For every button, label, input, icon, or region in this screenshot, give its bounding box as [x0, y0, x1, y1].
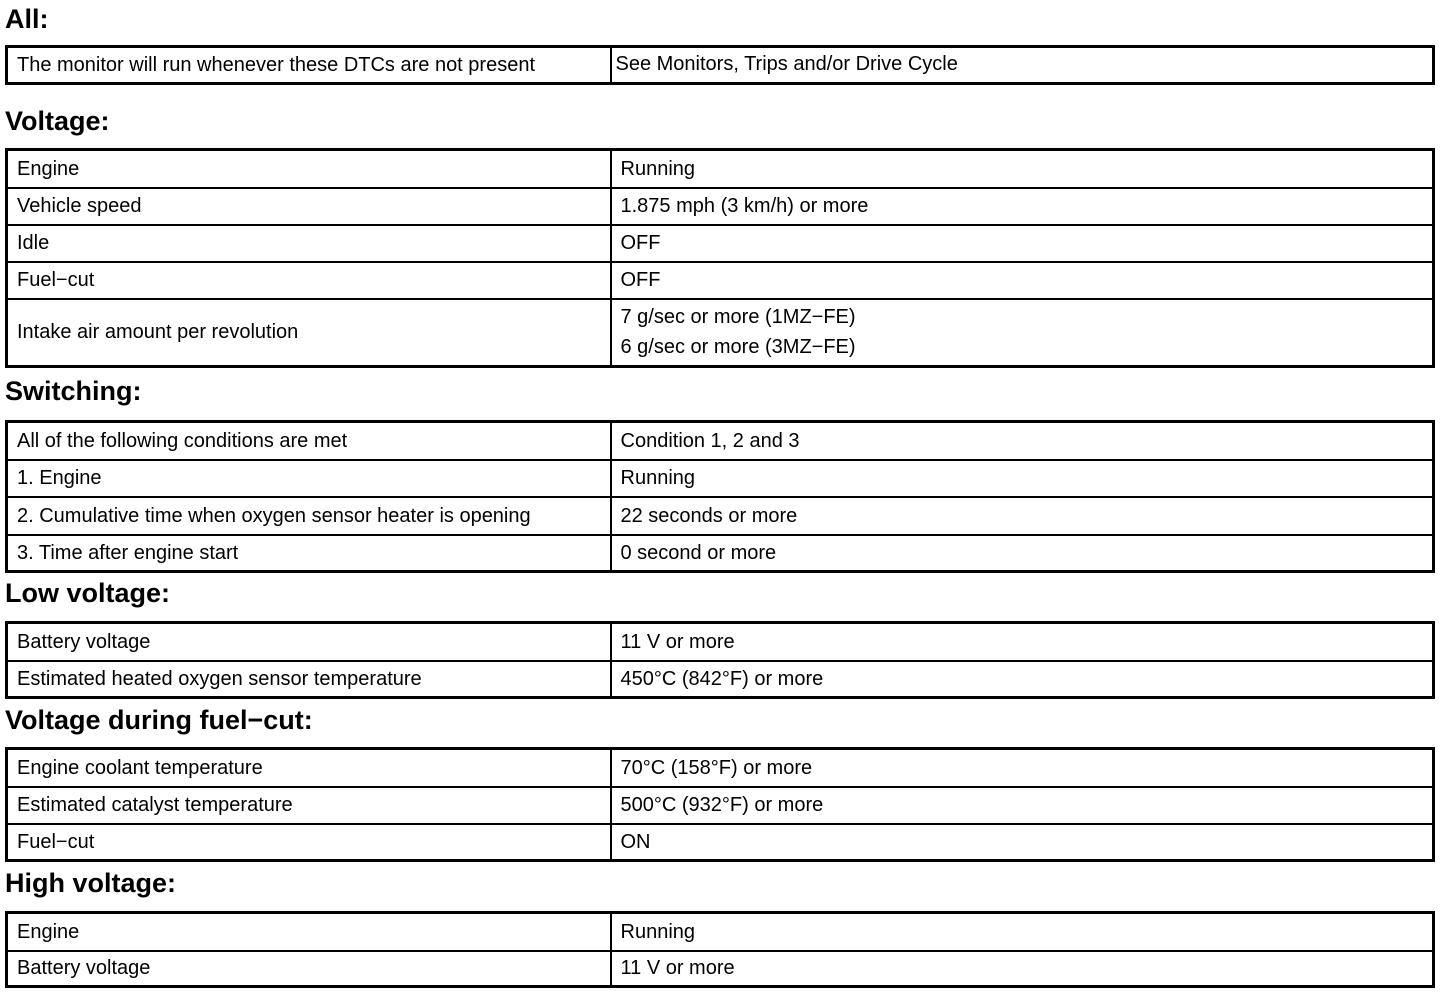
- table-row: [7, 749, 1434, 787]
- condition-label: Engine coolant temperature: [7, 749, 611, 787]
- table-row: [7, 913, 1434, 951]
- condition-value: 22 seconds or more: [611, 497, 1434, 535]
- table-row: [7, 623, 1434, 661]
- condition-value: 1.875 mph (3 km/h) or more: [611, 188, 1434, 225]
- condition-value: Running: [611, 913, 1434, 951]
- condition-value: ON: [611, 824, 1434, 861]
- condition-value: See Monitors, Trips and/or Drive Cycle: [611, 47, 1434, 84]
- table-row: [7, 225, 1434, 262]
- table-row: [7, 422, 1434, 460]
- condition-label: Fuel−cut: [7, 262, 611, 299]
- conditions-table-switching: [5, 420, 1435, 573]
- table-row: [7, 951, 1434, 987]
- condition-label: Fuel−cut: [7, 824, 611, 861]
- condition-label: All of the following conditions are met: [7, 422, 611, 460]
- condition-value: 11 V or more: [611, 623, 1434, 661]
- condition-value: OFF: [611, 262, 1434, 299]
- condition-label: Engine: [7, 150, 611, 188]
- section-title-voltage-during-fuel-cut: Voltage during fuel−cut:: [5, 705, 313, 735]
- condition-label: Battery voltage: [7, 951, 611, 987]
- condition-label: Estimated heated oxygen sensor temperature: [7, 661, 611, 698]
- condition-value: Running: [611, 150, 1434, 188]
- table-row: [7, 299, 1434, 367]
- section-title-high-voltage: High voltage:: [5, 868, 177, 898]
- table-row: [7, 824, 1434, 861]
- condition-label: Estimated catalyst temperature: [7, 787, 611, 824]
- conditions-table-voltage: [5, 148, 1435, 368]
- condition-label: 3. Time after engine start: [7, 535, 611, 572]
- condition-label: Battery voltage: [7, 623, 611, 661]
- table-row: [7, 188, 1434, 225]
- section-title-switching: Switching:: [5, 376, 142, 406]
- table-row: [7, 262, 1434, 299]
- condition-value: 11 V or more: [611, 951, 1434, 987]
- condition-label: Engine: [7, 913, 611, 951]
- condition-label: Vehicle speed: [7, 188, 611, 225]
- condition-value-line: 6 g/sec or more (3MZ−FE): [620, 336, 856, 359]
- condition-label: The monitor will run whenever these DTCs are not present: [7, 47, 611, 84]
- condition-label: 1. Engine: [7, 460, 611, 497]
- condition-label: 2. Cumulative time when oxygen sensor heater is opening: [7, 497, 611, 535]
- table-row: [7, 787, 1434, 824]
- conditions-table-voltage-during-fuel-cut: [5, 747, 1435, 862]
- table-row: [7, 497, 1434, 535]
- condition-value: 450°C (842°F) or more: [611, 661, 1434, 698]
- table-row: [7, 150, 1434, 188]
- condition-value: Condition 1, 2 and 3: [611, 422, 1434, 460]
- conditions-table-high-voltage: [5, 911, 1435, 988]
- condition-value: Running: [611, 460, 1434, 497]
- condition-value-line: 7 g/sec or more (1MZ−FE): [620, 306, 856, 329]
- section-title-voltage: Voltage:: [5, 106, 110, 136]
- table-row: [7, 460, 1434, 497]
- section-title-all: All:: [5, 4, 49, 34]
- condition-value: OFF: [611, 225, 1434, 262]
- condition-label: Intake air amount per revolution: [7, 299, 611, 367]
- table-row: [7, 661, 1434, 698]
- condition-value: 0 second or more: [611, 535, 1434, 572]
- conditions-table-all: [5, 45, 1435, 85]
- conditions-table-low-voltage: [5, 621, 1435, 699]
- table-row: [7, 47, 1434, 84]
- condition-value: 500°C (932°F) or more: [611, 787, 1434, 824]
- condition-value: [611, 299, 1434, 367]
- condition-label: Idle: [7, 225, 611, 262]
- condition-value: 70°C (158°F) or more: [611, 749, 1434, 787]
- section-title-low-voltage: Low voltage:: [5, 578, 171, 608]
- table-row: [7, 535, 1434, 572]
